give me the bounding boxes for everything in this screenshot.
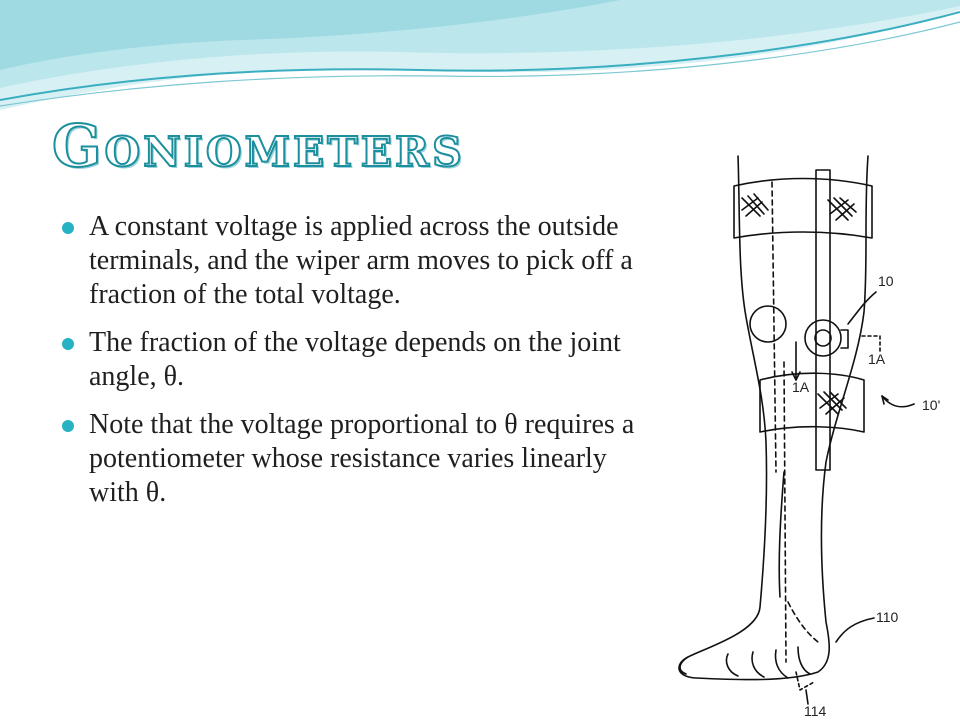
callout-10: 10 — [878, 273, 894, 289]
bullet-text: A constant voltage is applied across the outside terminals, and the wiper arm moves to pick off a fraction of the total voltage. — [89, 211, 633, 310]
bullet-dot-icon — [62, 420, 74, 432]
slide-title: Goniometers — [52, 112, 465, 180]
callout-110: 110 — [876, 609, 899, 625]
header-wave-decoration — [0, 0, 960, 120]
bullet-text: The fraction of the voltage depends on the joint angle, θ. — [89, 327, 621, 392]
bullet-item — [62, 210, 652, 312]
goniometer-leg-illustration — [668, 142, 960, 720]
bullet-item — [62, 326, 652, 394]
callout-1a-left: 1A — [792, 379, 810, 395]
bullet-dot-icon — [62, 222, 74, 234]
bullet-text: Note that the voltage proportional to θ requires a potentiometer whose resistance varies linearly with θ. — [89, 409, 635, 508]
callout-10-prime: 10' — [922, 397, 941, 413]
bullet-list — [62, 210, 652, 524]
bullet-dot-icon — [62, 338, 74, 350]
callout-114: 114 — [804, 703, 827, 719]
callout-1a-right: 1A — [868, 351, 886, 367]
bullet-item — [62, 408, 652, 510]
leg-drawing — [668, 142, 960, 720]
